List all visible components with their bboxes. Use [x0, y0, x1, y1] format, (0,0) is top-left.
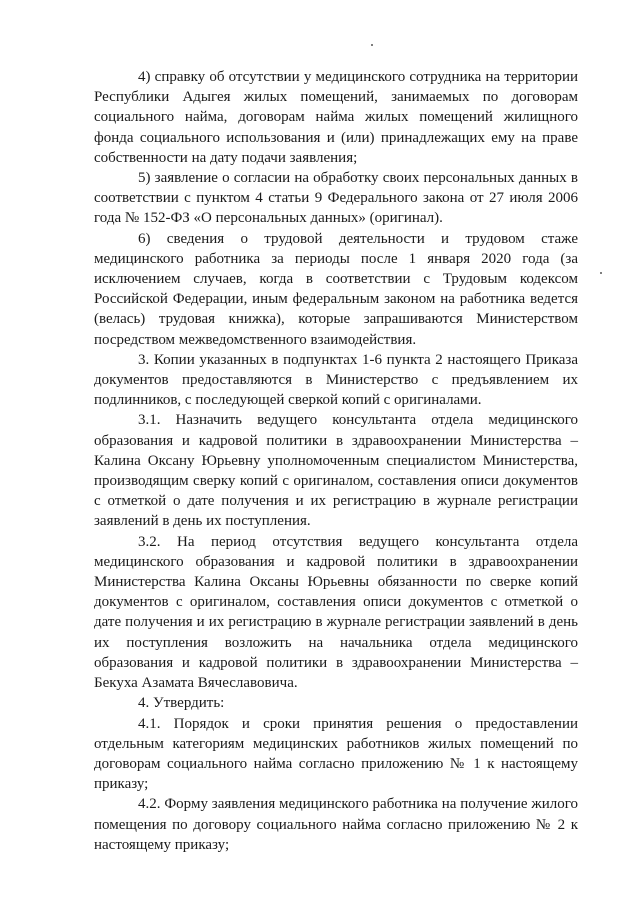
- paragraph-3: 3. Копии указанных в подпунктах 1-6 пункта 2 настоящего Приказа документов предоставляются в Министерство с предъявлением их подлинников, с последующей сверкой копий с оригиналами.: [94, 351, 578, 409]
- document-body: [94, 67, 578, 855]
- paragraph-item-5: 5) заявление о согласии на обработку своих персональных данных в соответствии с пунктом 4 статьи 9 Федерального закона от 27 июля 2006 года № 152-ФЗ «О персональных данных» (оригинал).: [94, 170, 578, 227]
- paragraph-4-1: 4.1. Порядок и сроки принятия решения о предоставлении отдельным категориям медицинских работников жилых помещений по договорам социального найма согласно приложению № 1 к настоящему приказу;: [94, 715, 578, 793]
- paragraph-item-4: 4) справку об отсутствии у медицинского сотрудника на территории Республики Адыгея жилых помещений, занимаемых по договорам социального найма, договорам найма жилых помещений жилищного фонда социального использования и (или) принадлежащих ему на праве собственности на дату подачи заявления;: [94, 69, 578, 166]
- paragraph-3-2: 3.2. На период отсутствия ведущего консультанта отдела медицинского образования и кадровой политики в здравоохранении Министерства Калина Оксаны Юрьевны обязанности по сверке копий документов с оригиналом, составления описи документов с отметкой о дате получения и их регистрацию в журнале регистрации заявлений в день их поступления возложить на начальника отдела медицинского образования и кадровой политики в здравоохранении Министерства – Бекуха Азамата Вячеславовича.: [94, 533, 578, 692]
- paragraph-4-2: 4.2. Форму заявления медицинского работника на получение жилого помещения по договору социального найма согласно приложению № 2 к настоящему приказу;: [94, 796, 578, 853]
- paragraph-item-6: 6) сведения о трудовой деятельности и трудовом стаже медицинского работника за периоды после 1 января 2020 года (за исключением случаев, когда в соответствии с Трудовым кодексом Российской Федерации, иным федеральным законом на работника ведется (велась) трудовая книжка), которые запрашиваются Министерством посредством межведомственного взаимодействия.: [94, 230, 578, 348]
- paragraph-3-1: 3.1. Назначить ведущего консультанта отдела медицинского образования и кадровой политики в здравоохранении Министерства – Калина Оксану Юрьевну уполномоченным специалистом Министерства, производящим сверку копий с оригиналом, составления описи документов с отметкой о дате получения и их регистрацию в журнале регистрации заявлений в день их поступления.: [94, 412, 578, 530]
- paragraph-4: 4. Утвердить:: [138, 695, 225, 712]
- scan-speck: [371, 44, 373, 46]
- scan-speck: [600, 272, 602, 274]
